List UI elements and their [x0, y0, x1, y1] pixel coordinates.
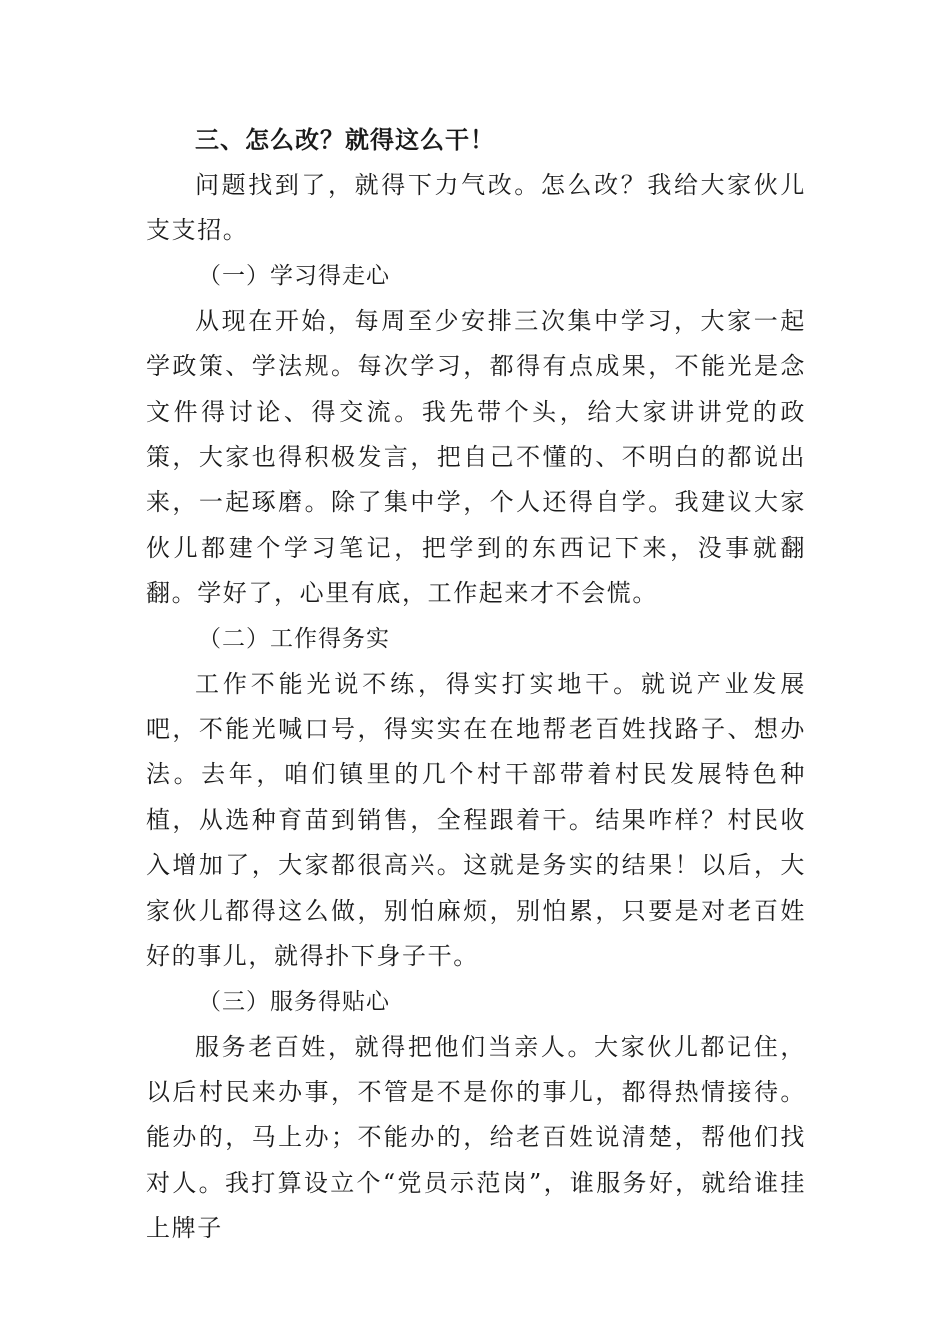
- section-intro-paragraph: 问题找到了，就得下力气改。怎么改？我给大家伙儿支支招。: [146, 171, 806, 245]
- document-page: [146, 118, 806, 1252]
- section-heading: 三、怎么改？就得这么干！: [195, 126, 495, 154]
- subsection-heading-study: （一）学习得走心: [198, 262, 390, 289]
- subsection-body-study: 从现在开始，每周至少安排三次集中学习，大家一起学政策、学法规。每次学习，都得有点成果，不能光是念文件得讨论、得交流。我先带个头，给大家讲讲党的政策，大家也得积极发言，把自己不懂的、不明白的都说出来，一起琢磨。除了集中学，个人还得自学。我建议大家伙儿都建个学习笔记，把学到的东西记下来，没事就翻翻。学好了，心里有底，工作起来才不会慌。: [146, 306, 806, 608]
- subsection-body-service: 服务老百姓，就得把他们当亲人。大家伙儿都记住，以后村民来办事，不管是不是你的事儿，都得热情接待。能办的，马上办；不能办的，给老百姓说清楚，帮他们找对人。我打算设立个“党员示范岗”，谁服务好，就给谁挂上牌子: [146, 1032, 806, 1243]
- subsection-heading-work: （二）工作得务实: [198, 625, 390, 652]
- subsection-body-work: 工作不能光说不练，得实打实地干。就说产业发展吧，不能光喊口号，得实实在在地帮老百姓找路子、想办法。去年，咱们镇里的几个村干部带着村民发展特色种植，从选种育苗到销售，全程跟着干。结果咋样？村民收入增加了，大家都很高兴。这就是务实的结果！以后，大家伙儿都得这么做，别怕麻烦，别怕累，只要是对老百姓好的事儿，就得扑下身子干。: [146, 669, 806, 971]
- subsection-heading-service: （三）服务得贴心: [198, 988, 390, 1015]
